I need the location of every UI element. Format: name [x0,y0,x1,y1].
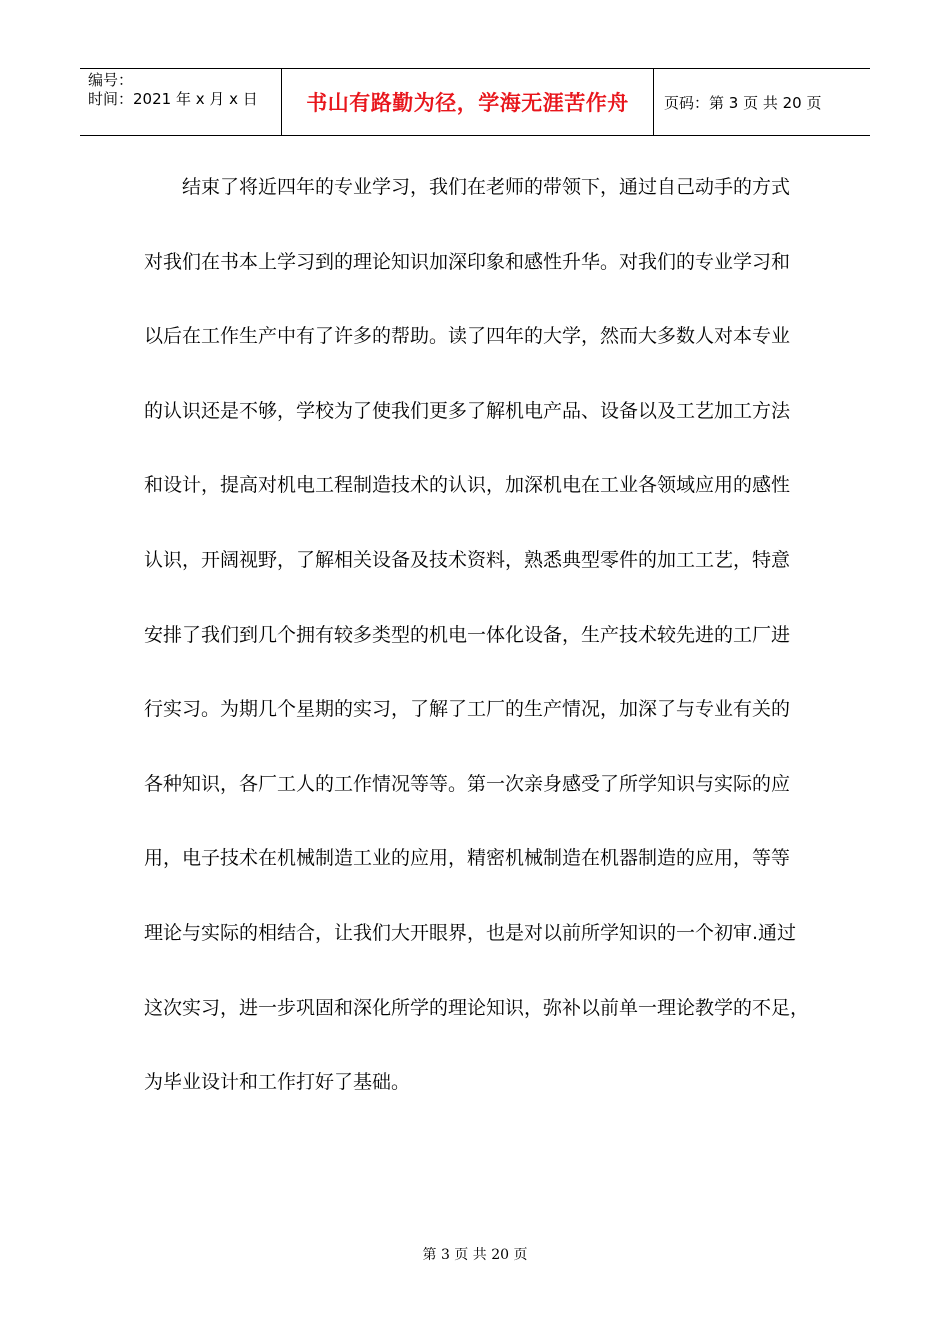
body-line: 对我们在书本上学习到的理论知识加深印象和感性升华。对我们的专业学习和 [144,250,791,273]
body-line: 结束了将近四年的专业学习，我们在老师的带领下，通过自己动手的方式 [182,176,791,198]
body-line: 安排了我们到几个拥有较多类型的机电一体化设备，生产技术较先进的工厂进 [144,623,791,646]
body-line: 这次实习，进一步巩固和深化所学的理论知识，弥补以前单一理论教学的不足， [144,996,810,1019]
document-number-label: 编号： [88,71,134,89]
body-line: 行实习。为期几个星期的实习，了解了工厂的生产情况，加深了与专业有关的 [144,698,791,721]
body-line: 用，电子技术在机械制造工业的应用，精密机械制造在机器制造的应用，等等 [144,847,791,870]
document-time-label: 时间：2021 年 x 月 x 日 [88,90,258,108]
page-footer [0,1244,950,1264]
body-line: 理论与实际的相结合，让我们大开眼界，也是对以前所学知识的一个初审.通过 [144,921,797,944]
page-header [80,68,870,136]
body-line: 认识，开阔视野，了解相关设备及技术资料，熟悉典型零件的加工工艺，特意 [144,548,791,571]
body-line: 的认识还是不够，学校为了使我们更多了解机电产品、设备以及工艺加工方法 [144,399,791,422]
body-line: 和设计，提高对机电工程制造技术的认识，加深机电在工业各领域应用的感性 [144,474,791,497]
footer-page-number: 第 3 页 共 20 页 [422,1247,528,1263]
header-page-code: 页码：第 3 页 共 20 页 [664,93,822,112]
body-line: 为毕业设计和工作打好了基础。 [144,1071,411,1094]
body-line: 以后在工作生产中有了许多的帮助。读了四年的大学，然而大多数人对本专业 [144,325,791,348]
body-line: 各种知识，各厂工人的工作情况等等。第一次亲身感受了所学知识与实际的应 [144,772,791,795]
header-meta-cell [80,69,282,135]
header-motto-cell [282,69,654,135]
header-motto: 书山有路勤为径，学海无涯苦作舟 [306,90,629,115]
header-page-cell [654,69,870,135]
document-body [144,150,809,1120]
